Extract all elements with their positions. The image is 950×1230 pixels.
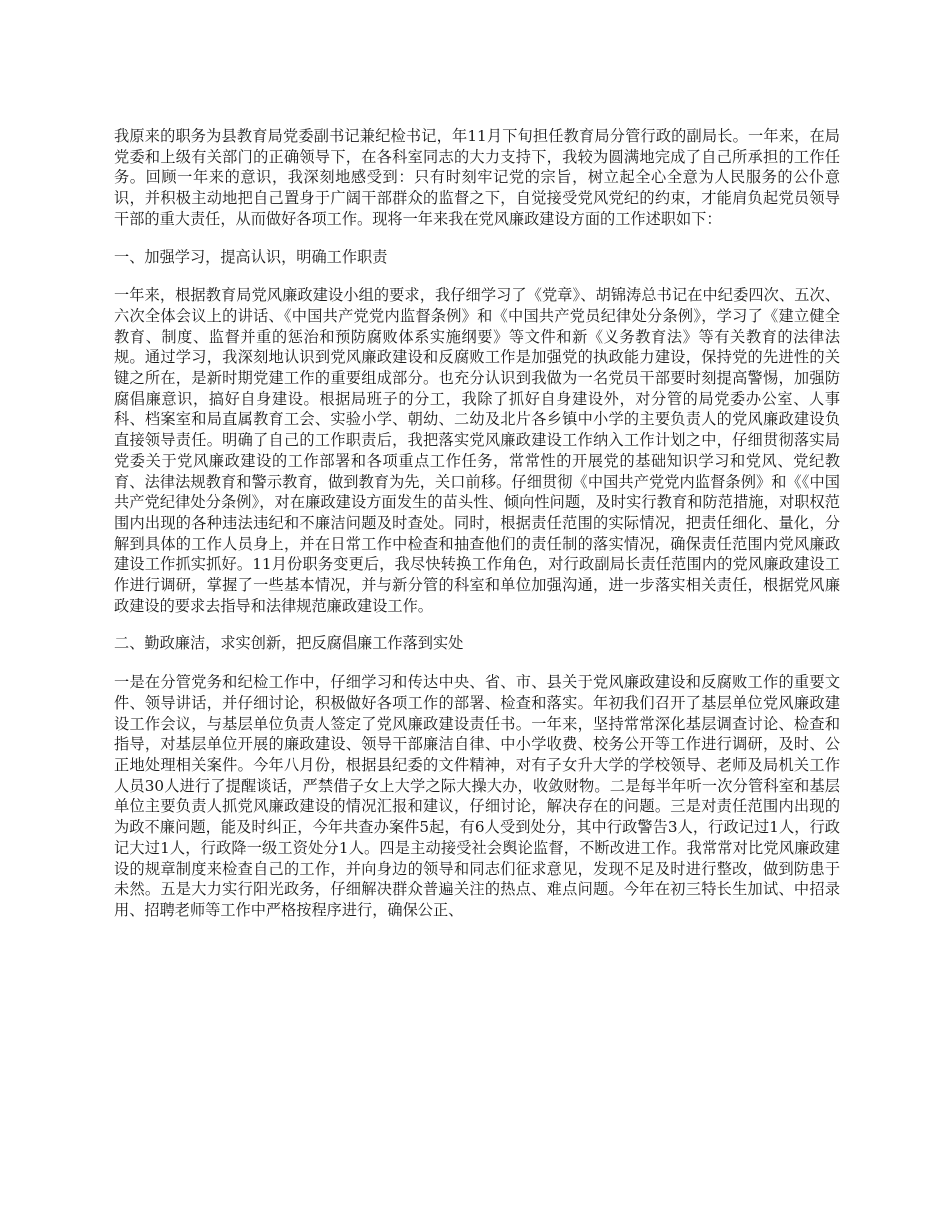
- section-body-1: 一年来，根据教育局党风廉政建设小组的要求，我仔细学习了《党章》、胡锦涛总书记在中纪委四次、五次、六次全体会议上的讲话、《中国共产党党内监督条例》和《中国共产党员纪律处分条例》，学习了《建立健全教育、制度、监督并重的惩治和预防腐败体系实施纲要》等文件和新《义务教育法》等有关教育的法律法规。通过学习，我深刻地认识到党风廉政建设和反腐败工作是加强党的执政能力建设，保持党的先进性的关键之所在，是新时期党建工作的重要组成部分。也充分认识到我做为一名党员干部要时刻提高警惕，加强防腐倡廉意识，搞好自身建设。根据局班子的分工，我除了抓好自身建设外，对分管的局党委办公室、人事科、档案室和局直属教育工会、实验小学、朝幼、二幼及北片各乡镇中小学的主要负责人的党风廉政建设负直接领导责任。明确了自己的工作职责后，我把落实党风廉政建设工作纳入工作计划之中，仔细贯彻落实局党委关于党风廉政建设的工作部署和各项重点工作任务，常常性的开展党的基础知识学习和党风、党纪教育、法律法规教育和警示教育，做到教育为先，关口前移。仔细贯彻《中国共产党党内监督条例》和《《中国共产党纪律处分条例》，对在廉政建设方面发生的苗头性、倾向性问题，及时实行教育和防范措施，对职权范围内出现的各种违法违纪和不廉洁问题及时查处。同时，根据责任范围的实际情况，把责任细化、量化，分解到具体的工作人员身上，并在日常工作中检查和抽查他们的责任制的落实情况，确保责任范围内党风廉政建设工作抓实抓好。11月份职务变更后，我尽快转换工作角色，对行政副局长责任范围内的党风廉政建设工作进行调研，掌握了一些基本情况，并与新分管的科室和单位加强沟通，进一步落实相关责任，根据党风廉政建设的要求去指导和法律规范廉政建设工作。: [114, 286, 840, 615]
- document-body: [114, 126, 840, 938]
- section-heading-1: 一、加强学习，提高认识，明确工作职责: [114, 247, 388, 266]
- section-body-2: 一是在分管党务和纪检工作中，仔细学习和传达中央、省、市、县关于党风廉政建设和反腐败工作的重要文件、领导讲话，并仔细讨论，积极做好各项工作的部署、检查和落实。年初我们召开了基层单位党风廉政建设工作会议，与基层单位负责人签定了党风廉政建设责任书。一年来，坚持常常深化基层调查讨论、检查和指导，对基层单位开展的廉政建设、领导干部廉洁自律、中小学收费、校务公开等工作进行调研，及时、公正地处理相关案件。今年八月份，根据县纪委的文件精神，对有子女升大学的学校领导、老师及局机关工作人员30人进行了提醒谈话，严禁借子女上大学之际大操大办，收敛财物。二是每半年听一次分管科室和基层单位主要负责人抓党风廉政建设的情况汇报和建议，仔细讨论，解决存在的问题。三是对责任范围内出现的为政不廉问题，能及时纠正，今年共查办案件5起，有6人受到处分，其中行政警告3人，行政记过1人，行政记大过1人，行政降一级工资处分1人。四是主动接受社会舆论监督，不断改进工作。我常常对比党风廉政建设的规章制度来检查自己的工作，并向身边的领导和同志们征求意见，发现不足及时进行整改，做到防患于未然。五是大力实行阳光政务，仔细解决群众普遍关注的热点、难点问题。今年在初三特长生加试、中招录用、招聘老师等工作中严格按程序进行，确保公正、: [114, 673, 840, 919]
- section-heading-2: 二、勤政廉洁，求实创新，把反腐倡廉工作落到实处: [114, 634, 464, 653]
- intro-paragraph: 我原来的职务为县教育局党委副书记兼纪检书记，年11月下旬担任教育局分管行政的副局长。一年来，在局党委和上级有关部门的正确领导下，在各科室同志的大力支持下，我较为圆满地完成了自己所承担的工作任务。回顾一年来的意识，我深刻地感受到：只有时刻牢记党的宗旨，树立起全心全意为人民服务的公仆意识，并积极主动地把自己置身于广阔干部群众的监督之下，自觉接受党风党纪的约束，才能肩负起党员领导干部的重大责任，从而做好各项工作。现将一年来我在党风廉政建设方面的工作述职如下：: [114, 127, 840, 228]
